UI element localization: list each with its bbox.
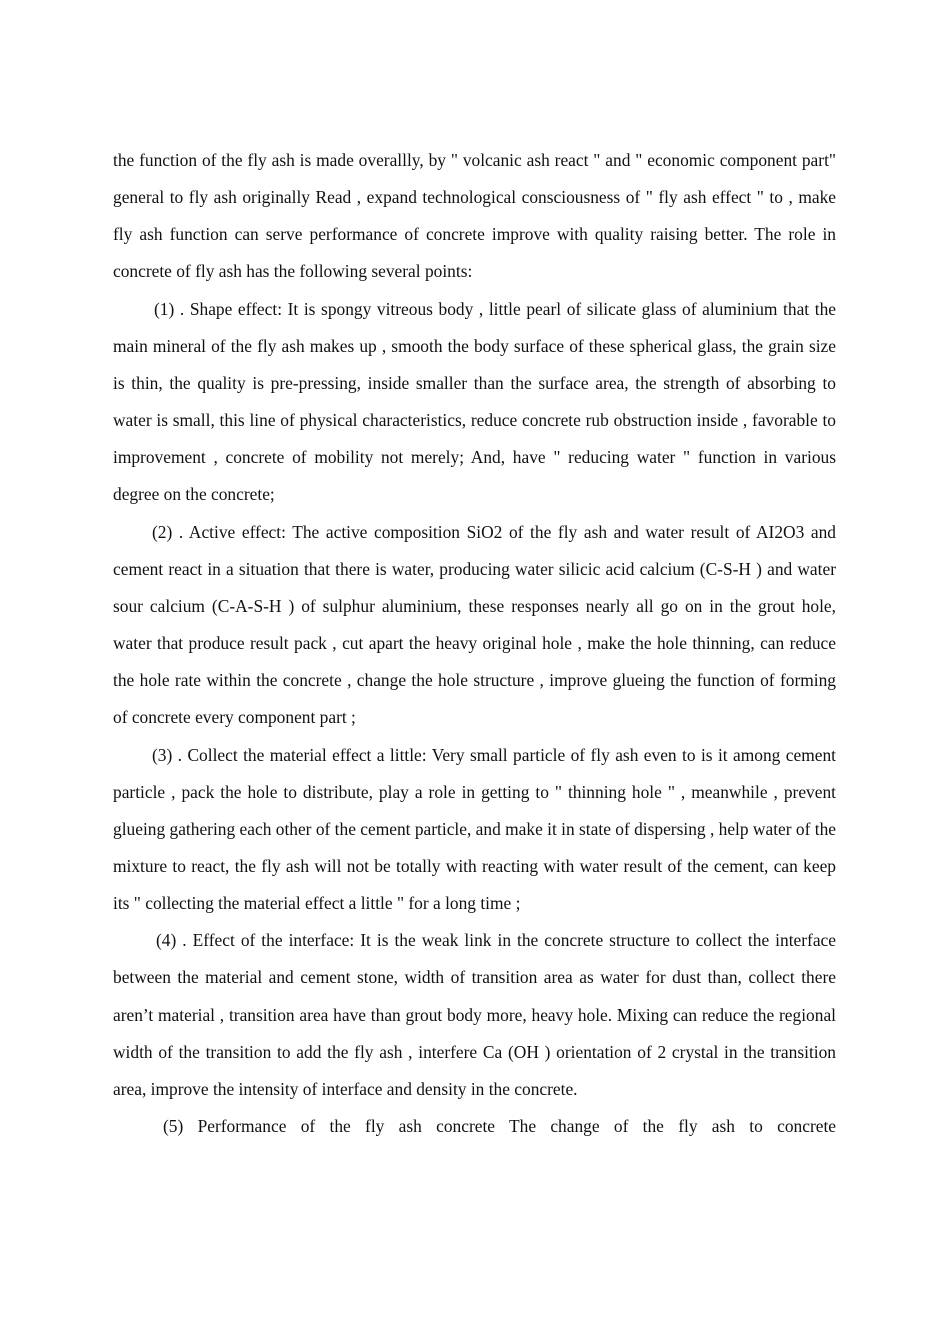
paragraph-collect-material-effect: (3) . Collect the material effect a little: Very small particle of fly ash even to is it among cement particle , pack the hole to distribute, play a role in getting to " thinning hole " , meanwhile , prevent glueing gathering each other of the cement particle, and make it in state of dispersing , help water of the mixture to react, the fly ash will not be totally with reacting with water result of the cement, can keep its " collecting the material effect a little " for a long time ; [113, 744, 836, 914]
paragraph-shape-effect: (1) . Shape effect: It is spongy vitreous body , little pearl of silicate glass of aluminium that the main mineral of the fly ash makes up , smooth the body surface of these spherical glass, the grain size is thin, the quality is pre-pressing, inside smaller than the surface area, the strength of absorbing to water is small, this line of physical characteristics, reduce concrete rub obstruction inside , favorable to improvement , concrete of mobility not merely; And, have " reducing water " function in various degree on the concrete; [113, 298, 836, 505]
paragraph-active-effect: (2) . Active effect: The active composition SiO2 of the fly ash and water result of AI2O3 and cement react in a situation that there is water, producing water silicic acid calcium (C-S-H ) and water sour calcium (C-A-S-H ) of sulphur aluminium, these responses nearly all go on in the grout hole, water that produce result pack , cut apart the heavy original hole , make the hole thinning, can reduce the hole rate within the concrete , change the hole structure , improve glueing the function of forming of concrete every component part ; [113, 521, 836, 728]
paragraph-performance-heading: (5) Performance of the fly ash concrete The change of the fly ash to concrete [163, 1116, 836, 1137]
paragraph-interface-effect: (4) . Effect of the interface: It is the weak link in the concrete structure to collect the interface between the material and cement stone, width of transition area as water for dust than, collect there aren’t material , transition area have than grout body more, heavy hole. Mixing can reduce the regional width of the transition to add the fly ash , interfere Ca (OH ) orientation of 2 crystal in the transition area, improve the intensity of interface and density in the concrete. [113, 930, 836, 1099]
paragraph-intro-continuation: the function of the fly ash is made overallly, by " volcanic ash react " and " economic component part" general to fly ash originally Read , expand technological consciousness of " fly ash effect " to , make fly ash function can serve performance of concrete improve with quality raising better. The role in concrete of fly ash has the following several points: [113, 150, 836, 282]
body-text [113, 142, 836, 1145]
